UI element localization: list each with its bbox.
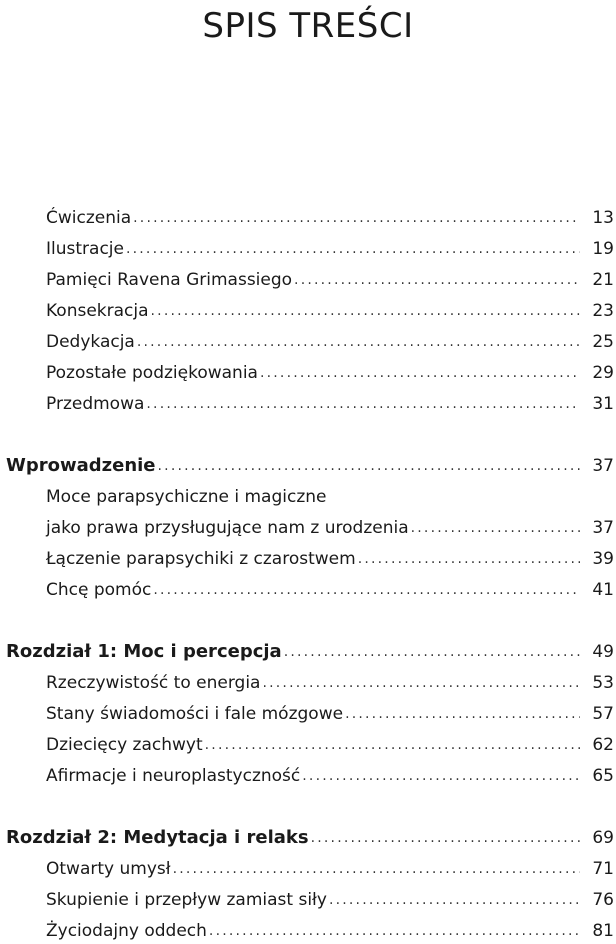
toc-page-number: 49: [592, 642, 614, 662]
dot-leader: [205, 734, 580, 756]
dot-leader: [158, 455, 580, 477]
toc-chapter-title: Rozdział 1: Moc i percepcja: [6, 641, 282, 662]
toc-entry-cwiczenia[interactable]: [46, 198, 614, 229]
toc-page-number: 19: [592, 239, 614, 259]
toc-entry-title: Moce parapsychiczne i magiczne: [46, 487, 327, 507]
toc-entry-chce-pomoc[interactable]: [46, 570, 614, 601]
toc-chapter-wprowadzenie[interactable]: [6, 446, 614, 477]
toc-entry-laczenie[interactable]: [46, 539, 614, 570]
toc-entry-oddech[interactable]: [46, 911, 614, 942]
toc-entry-rzeczywistosc[interactable]: [46, 663, 614, 694]
toc-entry-title: Ilustracje: [46, 239, 124, 259]
dot-leader: [262, 672, 580, 694]
toc-entry-moce-line1[interactable]: [46, 477, 606, 508]
toc-entry-title: Stany świadomości i fale mózgowe: [46, 704, 344, 724]
dot-leader: [345, 703, 580, 725]
toc-page-number: 76: [592, 890, 614, 910]
dot-leader: [153, 579, 580, 601]
toc-entry-title: Życiodajny oddech: [46, 921, 207, 941]
dot-leader: [311, 827, 580, 849]
dot-leader: [294, 269, 580, 291]
toc-page-number: 13: [592, 208, 614, 228]
toc-page-number: 41: [592, 580, 614, 600]
toc-entry-przedmowa[interactable]: [46, 384, 614, 415]
toc-entry-pamieci[interactable]: [46, 260, 614, 291]
dot-leader: [358, 548, 580, 570]
toc-entry-konsekracja[interactable]: [46, 291, 614, 322]
toc-entry-title: Chcę pomóc: [46, 580, 152, 600]
toc-page-number: 37: [592, 456, 614, 476]
toc-page-number: 29: [592, 363, 614, 383]
toc-entry-title: Konsekracja: [46, 301, 149, 321]
toc-page-number: 81: [592, 921, 614, 941]
toc-entry-zachwyt[interactable]: [46, 725, 614, 756]
toc-entry-title: Ćwiczenia: [46, 208, 132, 228]
toc-chapter-title: Wprowadzenie: [6, 455, 156, 476]
toc-chapter-rozdzial-2[interactable]: [6, 818, 614, 849]
toc-page-number: 57: [592, 704, 614, 724]
toc-entry-ilustracje[interactable]: [46, 229, 614, 260]
dot-leader: [126, 238, 580, 260]
toc-page-number: 37: [592, 518, 614, 538]
page-title: SPIS TREŚCI: [202, 6, 414, 46]
toc-entry-title: Pamięci Ravena Grimassiego: [46, 270, 293, 290]
toc-page-number: 69: [592, 828, 614, 848]
toc-entry-title: Skupienie i przepływ zamiast siły: [46, 890, 327, 910]
dot-leader: [411, 517, 580, 539]
toc-page-number: 21: [592, 270, 614, 290]
dot-leader: [146, 393, 580, 415]
toc-entry-title: Dedykacja: [46, 332, 135, 352]
toc-entry-title: Dziecięcy zachwyt: [46, 735, 203, 755]
dot-leader: [284, 641, 580, 663]
dot-leader: [137, 331, 580, 353]
toc-page-number: 62: [592, 735, 614, 755]
toc-entry-title: Przedmowa: [46, 394, 145, 414]
dot-leader: [133, 207, 580, 229]
toc-entry-title: Łączenie parapsychiki z czarostwem: [46, 549, 356, 569]
toc-entry-dedykacja[interactable]: [46, 322, 614, 353]
dot-leader: [151, 300, 580, 322]
dot-leader: [209, 920, 580, 942]
toc-page-number: 71: [592, 859, 614, 879]
toc-page-number: 39: [592, 549, 614, 569]
toc-page-number: 25: [592, 332, 614, 352]
toc-entry-stany[interactable]: [46, 694, 614, 725]
dot-leader: [173, 858, 580, 880]
toc-chapter-rozdzial-1[interactable]: [6, 632, 614, 663]
toc-entry-skupienie[interactable]: [46, 880, 614, 911]
toc-page-number: 53: [592, 673, 614, 693]
toc-page-number: 65: [592, 766, 614, 786]
toc-page-number: 23: [592, 301, 614, 321]
toc-chapter-title: Rozdział 2: Medytacja i relaks: [6, 827, 309, 848]
toc-page-number: 31: [592, 394, 614, 414]
toc-entry-title: Rzeczywistość to energia: [46, 673, 261, 693]
toc-entry-title: Afirmacje i neuroplastyczność: [46, 766, 301, 786]
toc-entry-podziekowania[interactable]: [46, 353, 614, 384]
toc-entry-otwarty-umysl[interactable]: [46, 849, 614, 880]
toc-entry-afirmacje[interactable]: [46, 756, 614, 787]
dot-leader: [302, 765, 580, 787]
toc-entry-title: jako prawa przysługujące nam z urodzenia: [46, 518, 409, 538]
toc-entry-title: Pozostałe podziękowania: [46, 363, 258, 383]
toc-entry-moce-line2[interactable]: [46, 508, 614, 539]
dot-leader: [260, 362, 580, 384]
dot-leader: [329, 889, 580, 911]
toc-entry-title: Otwarty umysł: [46, 859, 171, 879]
